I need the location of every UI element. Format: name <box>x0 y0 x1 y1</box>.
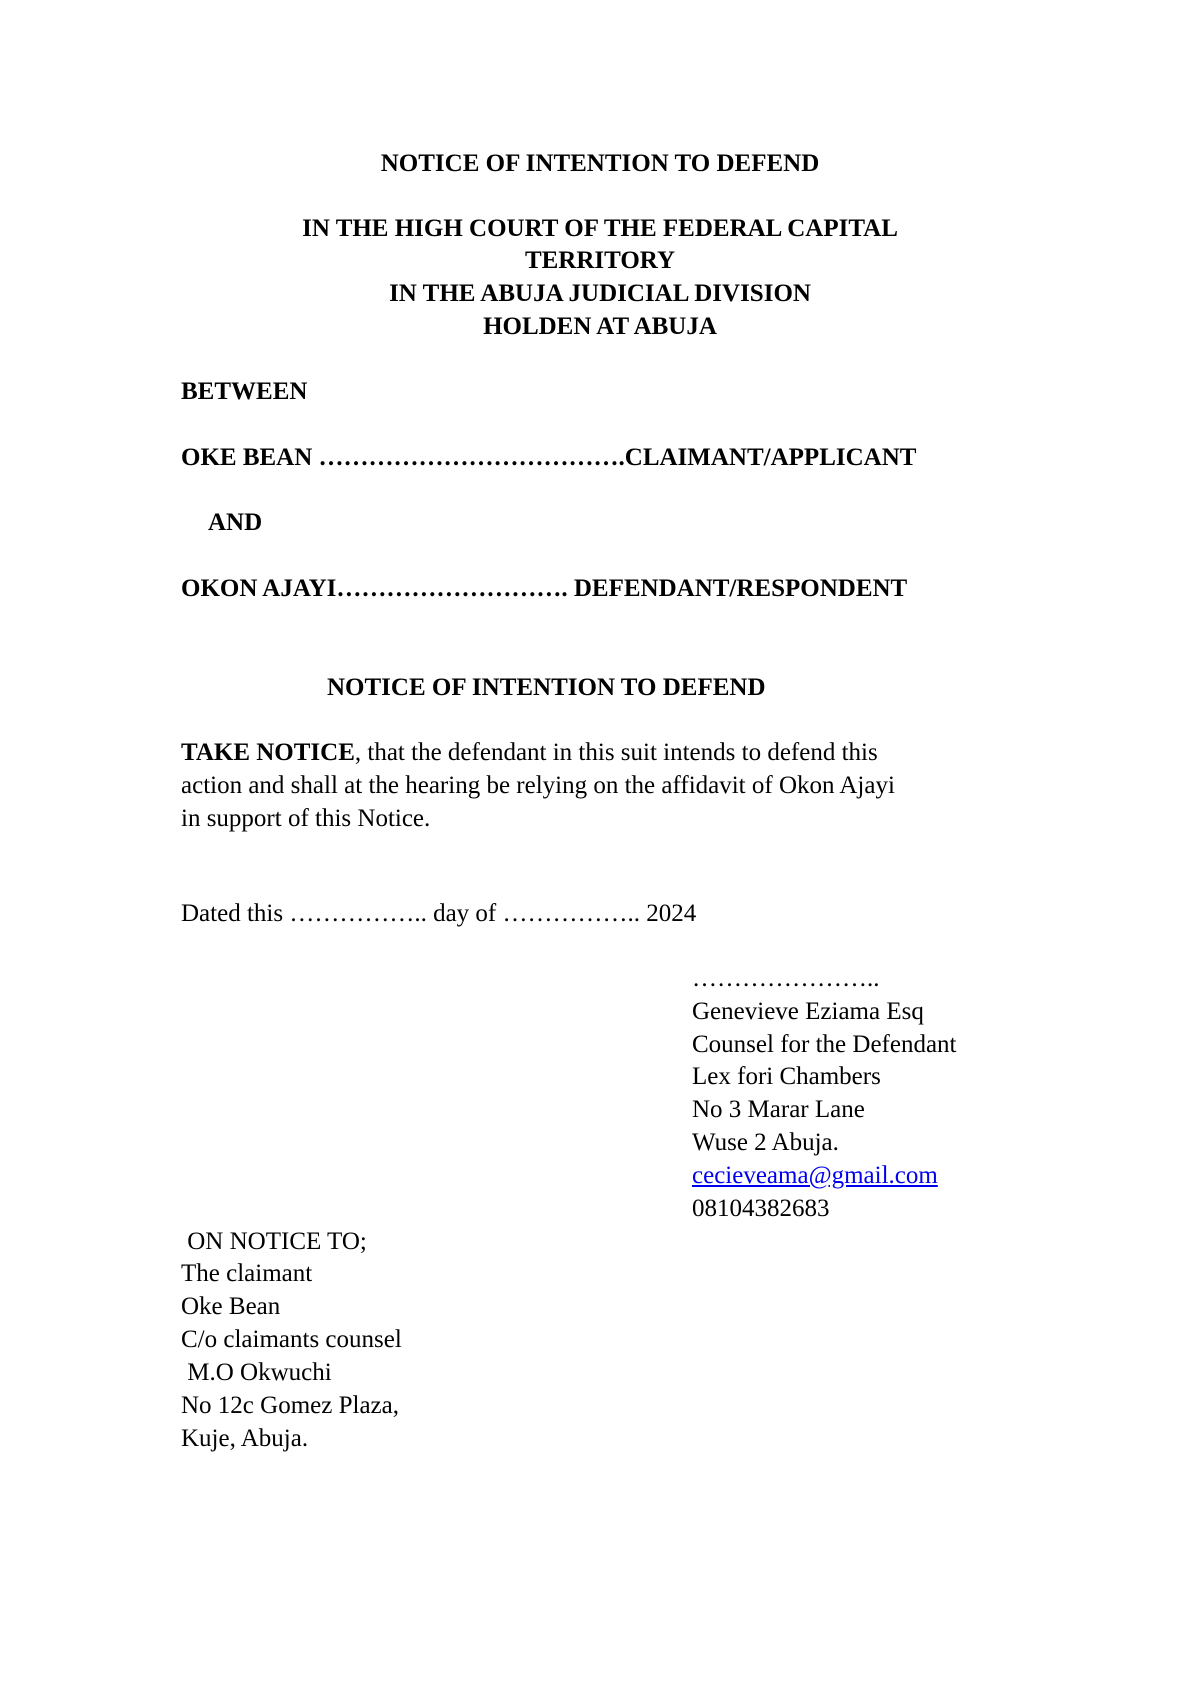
on-notice-line-5: No 12c Gomez Plaza, <box>181 1392 399 1419</box>
counsel-email-link[interactable]: cecieveama@gmail.com <box>692 1162 938 1189</box>
dated-line: Dated this …………….. day of …………….. 2024 <box>181 900 697 927</box>
counsel-name: Genevieve Eziama Esq <box>692 998 924 1025</box>
court-name-line-2: TERRITORY <box>524 247 676 274</box>
on-notice-line-3: C/o claimants counsel <box>181 1326 402 1353</box>
notice-paragraph-line-3: in support of this Notice. <box>181 805 431 832</box>
notice-paragraph-line-1 <box>181 736 1021 769</box>
chambers-name: Lex fori Chambers <box>692 1063 881 1090</box>
on-notice-heading: ON NOTICE TO; <box>181 1228 367 1255</box>
notice-paragraph-line-2: action and shall at the hearing be relying on the affidavit of Okon Ajayi <box>181 772 895 799</box>
section-heading: NOTICE OF INTENTION TO DEFEND <box>327 674 766 701</box>
claimant-line: OKE BEAN ……………………………….CLAIMANT/APPLICANT <box>181 444 917 471</box>
take-notice-lead: TAKE NOTICE <box>181 739 355 766</box>
on-notice-line-4: M.O Okwuchi <box>181 1359 332 1386</box>
document-heading: NOTICE OF INTENTION TO DEFEND <box>380 150 820 177</box>
between-label: BETWEEN <box>181 378 308 405</box>
signature-line: ………………….. <box>692 965 880 992</box>
and-label: AND <box>208 509 263 536</box>
counsel-phone: 08104382683 <box>692 1195 830 1222</box>
court-holden-at: HOLDEN AT ABUJA <box>483 313 717 340</box>
on-notice-line-2: Oke Bean <box>181 1293 281 1320</box>
court-name-line-1: IN THE HIGH COURT OF THE FEDERAL CAPITAL <box>302 215 898 242</box>
counsel-role: Counsel for the Defendant <box>692 1031 957 1058</box>
notice-line-1-text: , that the defendant in this suit intends to defend this <box>354 739 878 766</box>
chambers-address-2: Wuse 2 Abuja. <box>692 1129 839 1156</box>
court-division: IN THE ABUJA JUDICIAL DIVISION <box>389 280 811 307</box>
on-notice-line-1: The claimant <box>181 1260 313 1287</box>
on-notice-line-6: Kuje, Abuja. <box>181 1425 309 1452</box>
defendant-line: OKON AJAYI………………………. DEFENDANT/RESPONDENT <box>181 575 908 602</box>
chambers-address-1: No 3 Marar Lane <box>692 1096 865 1123</box>
